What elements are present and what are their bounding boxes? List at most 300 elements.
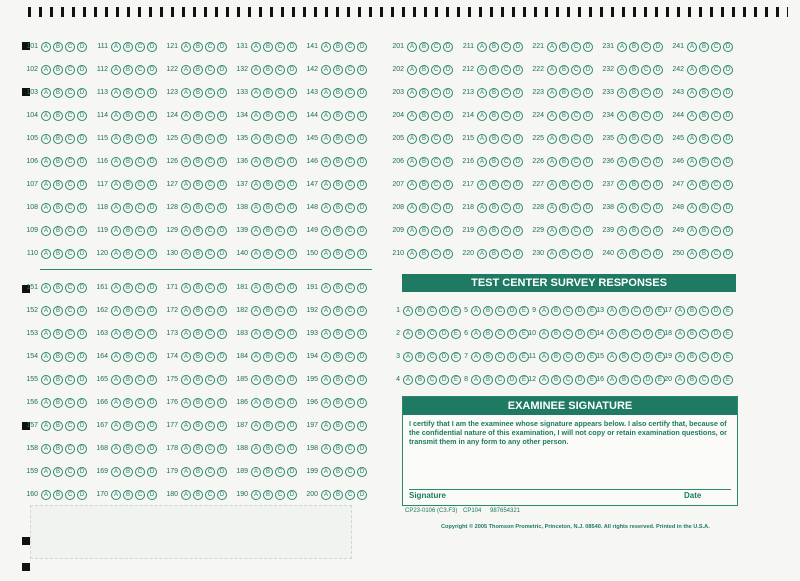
- answer-bubble-d[interactable]: D: [653, 42, 663, 52]
- answer-bubble-a[interactable]: A: [111, 398, 121, 408]
- answer-bubble-d[interactable]: D: [653, 249, 663, 259]
- answer-bubble-e[interactable]: E: [451, 352, 461, 362]
- answer-bubble-b[interactable]: B: [123, 421, 133, 431]
- answer-bubble-d[interactable]: D: [653, 203, 663, 213]
- answer-bubble-a[interactable]: A: [617, 134, 627, 144]
- answer-bubble-b[interactable]: B: [699, 111, 709, 121]
- answer-bubble-d[interactable]: D: [77, 490, 87, 500]
- answer-bubble-c[interactable]: C: [431, 203, 441, 213]
- answer-bubble-c[interactable]: C: [135, 65, 145, 75]
- answer-bubble-d[interactable]: D: [513, 203, 523, 213]
- answer-bubble-a[interactable]: A: [111, 283, 121, 293]
- answer-bubble-a[interactable]: A: [687, 180, 697, 190]
- answer-bubble-a[interactable]: A: [181, 283, 191, 293]
- answer-bubble-d[interactable]: D: [357, 134, 367, 144]
- answer-bubble-b[interactable]: B: [419, 226, 429, 236]
- answer-bubble-a[interactable]: A: [181, 490, 191, 500]
- answer-bubble-c[interactable]: C: [275, 467, 285, 477]
- answer-bubble-a[interactable]: A: [41, 490, 51, 500]
- answer-bubble-c[interactable]: C: [135, 467, 145, 477]
- answer-bubble-a[interactable]: A: [321, 65, 331, 75]
- answer-bubble-b[interactable]: B: [415, 375, 425, 385]
- answer-bubble-b[interactable]: B: [263, 283, 273, 293]
- answer-bubble-a[interactable]: A: [321, 444, 331, 454]
- answer-bubble-b[interactable]: B: [53, 398, 63, 408]
- answer-bubble-d[interactable]: D: [217, 490, 227, 500]
- answer-bubble-b[interactable]: B: [193, 180, 203, 190]
- answer-bubble-c[interactable]: C: [275, 444, 285, 454]
- answer-bubble-a[interactable]: A: [407, 88, 417, 98]
- answer-bubble-c[interactable]: C: [205, 467, 215, 477]
- answer-bubble-d[interactable]: D: [77, 157, 87, 167]
- answer-bubble-d[interactable]: D: [723, 249, 733, 259]
- answer-bubble-b[interactable]: B: [489, 65, 499, 75]
- answer-bubble-b[interactable]: B: [123, 444, 133, 454]
- answer-bubble-a[interactable]: A: [321, 249, 331, 259]
- answer-bubble-c[interactable]: C: [641, 180, 651, 190]
- answer-bubble-d[interactable]: D: [513, 180, 523, 190]
- answer-bubble-d[interactable]: D: [357, 249, 367, 259]
- answer-bubble-d[interactable]: D: [357, 283, 367, 293]
- answer-bubble-c[interactable]: C: [711, 88, 721, 98]
- answer-bubble-d[interactable]: D: [77, 111, 87, 121]
- answer-bubble-c[interactable]: C: [275, 421, 285, 431]
- answer-bubble-c[interactable]: C: [641, 226, 651, 236]
- answer-bubble-c[interactable]: C: [501, 226, 511, 236]
- answer-bubble-d[interactable]: D: [217, 375, 227, 385]
- answer-bubble-a[interactable]: A: [407, 134, 417, 144]
- answer-bubble-b[interactable]: B: [123, 111, 133, 121]
- answer-bubble-a[interactable]: A: [251, 306, 261, 316]
- answer-bubble-c[interactable]: C: [345, 111, 355, 121]
- answer-bubble-a[interactable]: A: [251, 283, 261, 293]
- answer-bubble-b[interactable]: B: [193, 306, 203, 316]
- answer-bubble-d[interactable]: D: [653, 65, 663, 75]
- answer-bubble-c[interactable]: C: [205, 352, 215, 362]
- answer-bubble-d[interactable]: D: [287, 249, 297, 259]
- answer-bubble-e[interactable]: E: [519, 306, 529, 316]
- answer-bubble-d[interactable]: D: [217, 467, 227, 477]
- answer-bubble-b[interactable]: B: [53, 283, 63, 293]
- answer-bubble-c[interactable]: C: [431, 134, 441, 144]
- answer-bubble-b[interactable]: B: [263, 180, 273, 190]
- answer-bubble-b[interactable]: B: [483, 329, 493, 339]
- answer-bubble-d[interactable]: D: [217, 88, 227, 98]
- answer-bubble-d[interactable]: D: [723, 88, 733, 98]
- answer-bubble-a[interactable]: A: [617, 88, 627, 98]
- answer-bubble-a[interactable]: A: [617, 111, 627, 121]
- answer-bubble-a[interactable]: A: [407, 249, 417, 259]
- answer-bubble-d[interactable]: D: [147, 283, 157, 293]
- answer-bubble-d[interactable]: D: [443, 203, 453, 213]
- answer-bubble-d[interactable]: D: [711, 329, 721, 339]
- answer-bubble-b[interactable]: B: [263, 375, 273, 385]
- answer-bubble-c[interactable]: C: [699, 375, 709, 385]
- answer-bubble-d[interactable]: D: [357, 467, 367, 477]
- answer-bubble-b[interactable]: B: [333, 134, 343, 144]
- answer-bubble-a[interactable]: A: [617, 42, 627, 52]
- answer-bubble-a[interactable]: A: [477, 157, 487, 167]
- answer-bubble-c[interactable]: C: [275, 398, 285, 408]
- answer-bubble-c[interactable]: C: [571, 157, 581, 167]
- answer-bubble-b[interactable]: B: [53, 65, 63, 75]
- answer-bubble-d[interactable]: D: [443, 180, 453, 190]
- answer-bubble-a[interactable]: A: [111, 180, 121, 190]
- answer-bubble-c[interactable]: C: [205, 226, 215, 236]
- answer-bubble-c[interactable]: C: [631, 375, 641, 385]
- answer-bubble-b[interactable]: B: [629, 157, 639, 167]
- answer-bubble-d[interactable]: D: [217, 444, 227, 454]
- answer-bubble-d[interactable]: D: [723, 42, 733, 52]
- answer-bubble-d[interactable]: D: [513, 157, 523, 167]
- answer-bubble-c[interactable]: C: [345, 490, 355, 500]
- answer-bubble-c[interactable]: C: [641, 88, 651, 98]
- answer-bubble-d[interactable]: D: [147, 65, 157, 75]
- answer-bubble-a[interactable]: A: [251, 42, 261, 52]
- answer-bubble-d[interactable]: D: [357, 490, 367, 500]
- answer-bubble-b[interactable]: B: [123, 283, 133, 293]
- answer-bubble-a[interactable]: A: [41, 352, 51, 362]
- answer-bubble-b[interactable]: B: [551, 306, 561, 316]
- answer-bubble-b[interactable]: B: [489, 180, 499, 190]
- answer-bubble-b[interactable]: B: [333, 306, 343, 316]
- answer-bubble-a[interactable]: A: [181, 421, 191, 431]
- answer-bubble-b[interactable]: B: [123, 134, 133, 144]
- answer-bubble-c[interactable]: C: [571, 203, 581, 213]
- answer-bubble-c[interactable]: C: [275, 283, 285, 293]
- answer-bubble-b[interactable]: B: [687, 375, 697, 385]
- answer-bubble-c[interactable]: C: [501, 180, 511, 190]
- answer-bubble-a[interactable]: A: [539, 375, 549, 385]
- answer-bubble-a[interactable]: A: [607, 329, 617, 339]
- answer-bubble-a[interactable]: A: [181, 249, 191, 259]
- answer-bubble-c[interactable]: C: [135, 134, 145, 144]
- answer-bubble-b[interactable]: B: [619, 352, 629, 362]
- answer-bubble-c[interactable]: C: [65, 134, 75, 144]
- answer-bubble-b[interactable]: B: [419, 180, 429, 190]
- answer-bubble-a[interactable]: A: [251, 88, 261, 98]
- answer-bubble-b[interactable]: B: [559, 249, 569, 259]
- answer-bubble-c[interactable]: C: [641, 111, 651, 121]
- answer-bubble-a[interactable]: A: [407, 203, 417, 213]
- answer-bubble-a[interactable]: A: [251, 180, 261, 190]
- answer-bubble-a[interactable]: A: [321, 421, 331, 431]
- answer-bubble-c[interactable]: C: [275, 226, 285, 236]
- answer-bubble-d[interactable]: D: [287, 444, 297, 454]
- answer-bubble-c[interactable]: C: [711, 157, 721, 167]
- answer-bubble-c[interactable]: C: [563, 329, 573, 339]
- answer-bubble-c[interactable]: C: [205, 65, 215, 75]
- answer-bubble-d[interactable]: D: [357, 65, 367, 75]
- answer-bubble-c[interactable]: C: [345, 306, 355, 316]
- answer-bubble-d[interactable]: D: [287, 134, 297, 144]
- answer-bubble-d[interactable]: D: [507, 375, 517, 385]
- answer-bubble-c[interactable]: C: [711, 134, 721, 144]
- answer-bubble-a[interactable]: A: [687, 249, 697, 259]
- answer-bubble-c[interactable]: C: [699, 329, 709, 339]
- answer-bubble-c[interactable]: C: [431, 42, 441, 52]
- answer-bubble-b[interactable]: B: [489, 157, 499, 167]
- answer-bubble-a[interactable]: A: [321, 180, 331, 190]
- answer-bubble-b[interactable]: B: [483, 352, 493, 362]
- answer-bubble-a[interactable]: A: [251, 226, 261, 236]
- answer-bubble-c[interactable]: C: [711, 249, 721, 259]
- answer-bubble-a[interactable]: A: [407, 42, 417, 52]
- answer-bubble-a[interactable]: A: [181, 65, 191, 75]
- answer-bubble-b[interactable]: B: [489, 226, 499, 236]
- answer-bubble-c[interactable]: C: [205, 490, 215, 500]
- answer-bubble-c[interactable]: C: [711, 180, 721, 190]
- answer-bubble-c[interactable]: C: [65, 180, 75, 190]
- answer-bubble-c[interactable]: C: [65, 283, 75, 293]
- answer-bubble-b[interactable]: B: [123, 65, 133, 75]
- answer-bubble-a[interactable]: A: [181, 226, 191, 236]
- answer-bubble-c[interactable]: C: [427, 329, 437, 339]
- answer-bubble-a[interactable]: A: [407, 111, 417, 121]
- answer-bubble-a[interactable]: A: [547, 226, 557, 236]
- answer-bubble-b[interactable]: B: [699, 226, 709, 236]
- answer-bubble-d[interactable]: D: [77, 329, 87, 339]
- answer-bubble-a[interactable]: A: [687, 226, 697, 236]
- answer-bubble-b[interactable]: B: [559, 226, 569, 236]
- answer-bubble-c[interactable]: C: [345, 421, 355, 431]
- answer-bubble-d[interactable]: D: [583, 134, 593, 144]
- answer-bubble-a[interactable]: A: [675, 352, 685, 362]
- answer-bubble-a[interactable]: A: [539, 352, 549, 362]
- answer-bubble-a[interactable]: A: [321, 111, 331, 121]
- answer-bubble-c[interactable]: C: [495, 306, 505, 316]
- answer-bubble-b[interactable]: B: [629, 226, 639, 236]
- answer-bubble-a[interactable]: A: [251, 444, 261, 454]
- answer-bubble-e[interactable]: E: [723, 352, 733, 362]
- answer-bubble-d[interactable]: D: [147, 180, 157, 190]
- answer-bubble-d[interactable]: D: [147, 329, 157, 339]
- answer-bubble-c[interactable]: C: [631, 306, 641, 316]
- answer-bubble-d[interactable]: D: [77, 398, 87, 408]
- answer-bubble-c[interactable]: C: [431, 180, 441, 190]
- answer-bubble-b[interactable]: B: [699, 203, 709, 213]
- answer-bubble-b[interactable]: B: [619, 329, 629, 339]
- answer-bubble-b[interactable]: B: [489, 249, 499, 259]
- answer-bubble-d[interactable]: D: [77, 180, 87, 190]
- answer-bubble-b[interactable]: B: [123, 88, 133, 98]
- answer-bubble-d[interactable]: D: [583, 111, 593, 121]
- answer-bubble-c[interactable]: C: [275, 306, 285, 316]
- answer-bubble-a[interactable]: A: [111, 421, 121, 431]
- answer-bubble-c[interactable]: C: [275, 42, 285, 52]
- answer-bubble-a[interactable]: A: [321, 375, 331, 385]
- answer-bubble-b[interactable]: B: [193, 444, 203, 454]
- answer-bubble-c[interactable]: C: [65, 203, 75, 213]
- answer-bubble-c[interactable]: C: [65, 352, 75, 362]
- answer-bubble-a[interactable]: A: [547, 157, 557, 167]
- answer-bubble-d[interactable]: D: [507, 329, 517, 339]
- answer-bubble-d[interactable]: D: [443, 88, 453, 98]
- answer-bubble-b[interactable]: B: [123, 180, 133, 190]
- answer-bubble-c[interactable]: C: [501, 134, 511, 144]
- answer-bubble-a[interactable]: A: [41, 329, 51, 339]
- answer-bubble-b[interactable]: B: [53, 203, 63, 213]
- answer-bubble-b[interactable]: B: [53, 157, 63, 167]
- answer-bubble-c[interactable]: C: [495, 352, 505, 362]
- answer-bubble-b[interactable]: B: [559, 203, 569, 213]
- answer-bubble-b[interactable]: B: [53, 352, 63, 362]
- answer-bubble-d[interactable]: D: [217, 180, 227, 190]
- answer-bubble-c[interactable]: C: [275, 352, 285, 362]
- answer-bubble-b[interactable]: B: [629, 180, 639, 190]
- answer-bubble-b[interactable]: B: [333, 421, 343, 431]
- answer-bubble-c[interactable]: C: [65, 490, 75, 500]
- answer-bubble-a[interactable]: A: [477, 203, 487, 213]
- answer-bubble-b[interactable]: B: [193, 203, 203, 213]
- answer-bubble-a[interactable]: A: [477, 88, 487, 98]
- answer-bubble-c[interactable]: C: [431, 226, 441, 236]
- answer-bubble-a[interactable]: A: [181, 444, 191, 454]
- answer-bubble-a[interactable]: A: [181, 375, 191, 385]
- answer-bubble-a[interactable]: A: [547, 42, 557, 52]
- answer-bubble-d[interactable]: D: [217, 329, 227, 339]
- answer-bubble-d[interactable]: D: [653, 226, 663, 236]
- answer-bubble-b[interactable]: B: [193, 249, 203, 259]
- answer-bubble-d[interactable]: D: [443, 157, 453, 167]
- answer-bubble-b[interactable]: B: [53, 467, 63, 477]
- answer-bubble-d[interactable]: D: [287, 352, 297, 362]
- answer-bubble-d[interactable]: D: [217, 111, 227, 121]
- answer-bubble-b[interactable]: B: [415, 352, 425, 362]
- answer-bubble-c[interactable]: C: [135, 180, 145, 190]
- answer-bubble-d[interactable]: D: [583, 226, 593, 236]
- answer-bubble-a[interactable]: A: [477, 226, 487, 236]
- answer-bubble-a[interactable]: A: [41, 398, 51, 408]
- answer-bubble-c[interactable]: C: [431, 249, 441, 259]
- answer-bubble-b[interactable]: B: [419, 88, 429, 98]
- answer-bubble-d[interactable]: D: [443, 249, 453, 259]
- answer-bubble-a[interactable]: A: [181, 306, 191, 316]
- answer-bubble-d[interactable]: D: [583, 157, 593, 167]
- answer-bubble-d[interactable]: D: [217, 134, 227, 144]
- answer-bubble-d[interactable]: D: [147, 249, 157, 259]
- answer-bubble-d[interactable]: D: [439, 352, 449, 362]
- answer-bubble-a[interactable]: A: [477, 134, 487, 144]
- answer-bubble-c[interactable]: C: [65, 111, 75, 121]
- answer-bubble-d[interactable]: D: [147, 444, 157, 454]
- answer-bubble-d[interactable]: D: [513, 111, 523, 121]
- answer-bubble-b[interactable]: B: [333, 226, 343, 236]
- answer-bubble-a[interactable]: A: [477, 65, 487, 75]
- answer-bubble-b[interactable]: B: [619, 306, 629, 316]
- answer-bubble-d[interactable]: D: [357, 352, 367, 362]
- answer-bubble-a[interactable]: A: [607, 375, 617, 385]
- answer-bubble-c[interactable]: C: [345, 180, 355, 190]
- answer-bubble-e[interactable]: E: [519, 375, 529, 385]
- answer-bubble-c[interactable]: C: [427, 352, 437, 362]
- answer-bubble-d[interactable]: D: [653, 111, 663, 121]
- answer-bubble-b[interactable]: B: [333, 352, 343, 362]
- answer-bubble-b[interactable]: B: [53, 226, 63, 236]
- answer-bubble-c[interactable]: C: [345, 467, 355, 477]
- answer-bubble-b[interactable]: B: [263, 249, 273, 259]
- answer-bubble-c[interactable]: C: [345, 65, 355, 75]
- answer-bubble-c[interactable]: C: [65, 42, 75, 52]
- answer-bubble-b[interactable]: B: [489, 134, 499, 144]
- answer-bubble-d[interactable]: D: [575, 306, 585, 316]
- answer-bubble-d[interactable]: D: [147, 134, 157, 144]
- answer-bubble-b[interactable]: B: [193, 467, 203, 477]
- answer-bubble-d[interactable]: D: [443, 111, 453, 121]
- answer-bubble-a[interactable]: A: [547, 249, 557, 259]
- answer-bubble-c[interactable]: C: [571, 226, 581, 236]
- answer-bubble-b[interactable]: B: [559, 180, 569, 190]
- answer-bubble-d[interactable]: D: [643, 352, 653, 362]
- answer-bubble-c[interactable]: C: [275, 249, 285, 259]
- answer-bubble-b[interactable]: B: [333, 283, 343, 293]
- answer-bubble-a[interactable]: A: [251, 490, 261, 500]
- answer-bubble-a[interactable]: A: [251, 249, 261, 259]
- answer-bubble-b[interactable]: B: [53, 249, 63, 259]
- answer-bubble-b[interactable]: B: [53, 306, 63, 316]
- answer-bubble-a[interactable]: A: [547, 180, 557, 190]
- answer-bubble-c[interactable]: C: [65, 329, 75, 339]
- answer-bubble-a[interactable]: A: [41, 157, 51, 167]
- answer-bubble-b[interactable]: B: [53, 329, 63, 339]
- answer-bubble-b[interactable]: B: [333, 203, 343, 213]
- answer-bubble-d[interactable]: D: [77, 467, 87, 477]
- answer-bubble-b[interactable]: B: [123, 203, 133, 213]
- answer-bubble-a[interactable]: A: [111, 42, 121, 52]
- answer-bubble-c[interactable]: C: [135, 42, 145, 52]
- answer-bubble-c[interactable]: C: [135, 398, 145, 408]
- answer-bubble-a[interactable]: A: [687, 157, 697, 167]
- answer-bubble-d[interactable]: D: [217, 65, 227, 75]
- answer-bubble-c[interactable]: C: [641, 42, 651, 52]
- answer-bubble-b[interactable]: B: [419, 134, 429, 144]
- answer-bubble-d[interactable]: D: [147, 111, 157, 121]
- answer-bubble-b[interactable]: B: [629, 111, 639, 121]
- answer-bubble-b[interactable]: B: [123, 249, 133, 259]
- answer-bubble-c[interactable]: C: [275, 65, 285, 75]
- answer-bubble-b[interactable]: B: [629, 134, 639, 144]
- answer-bubble-b[interactable]: B: [263, 421, 273, 431]
- answer-bubble-d[interactable]: D: [287, 88, 297, 98]
- answer-bubble-e[interactable]: E: [723, 306, 733, 316]
- answer-bubble-a[interactable]: A: [687, 42, 697, 52]
- answer-bubble-c[interactable]: C: [431, 65, 441, 75]
- answer-bubble-a[interactable]: A: [41, 111, 51, 121]
- answer-bubble-a[interactable]: A: [471, 375, 481, 385]
- answer-bubble-a[interactable]: A: [181, 352, 191, 362]
- answer-bubble-c[interactable]: C: [135, 203, 145, 213]
- answer-bubble-d[interactable]: D: [217, 42, 227, 52]
- answer-bubble-b[interactable]: B: [559, 134, 569, 144]
- answer-bubble-a[interactable]: A: [251, 375, 261, 385]
- answer-bubble-d[interactable]: D: [77, 203, 87, 213]
- answer-bubble-e[interactable]: E: [587, 329, 597, 339]
- answer-bubble-b[interactable]: B: [419, 65, 429, 75]
- answer-bubble-d[interactable]: D: [147, 42, 157, 52]
- answer-bubble-c[interactable]: C: [495, 375, 505, 385]
- answer-bubble-b[interactable]: B: [193, 226, 203, 236]
- answer-bubble-c[interactable]: C: [205, 329, 215, 339]
- answer-bubble-a[interactable]: A: [321, 226, 331, 236]
- answer-bubble-c[interactable]: C: [135, 157, 145, 167]
- answer-bubble-e[interactable]: E: [655, 306, 665, 316]
- answer-bubble-c[interactable]: C: [65, 157, 75, 167]
- answer-bubble-b[interactable]: B: [263, 134, 273, 144]
- answer-bubble-b[interactable]: B: [263, 111, 273, 121]
- answer-bubble-a[interactable]: A: [471, 352, 481, 362]
- answer-bubble-d[interactable]: D: [643, 306, 653, 316]
- answer-bubble-c[interactable]: C: [345, 157, 355, 167]
